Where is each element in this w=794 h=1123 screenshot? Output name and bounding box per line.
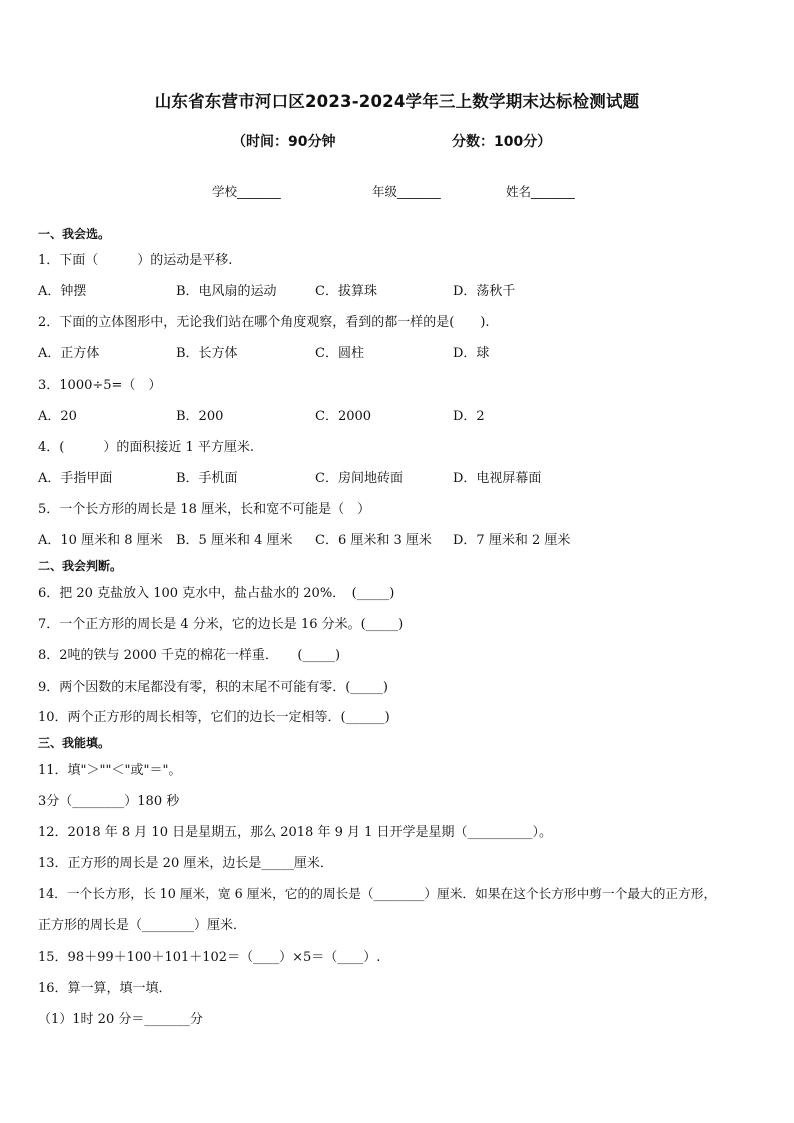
q4-option-d: D．电视屏幕面: [453, 471, 542, 486]
question-14-line2: 正方形的周长是（________）厘米．: [38, 918, 247, 933]
q1-option-a: A．钟摆: [38, 284, 87, 299]
q2-option-c: C．圆柱: [315, 346, 364, 361]
question-5: 5．一个长方形的周长是 18 厘米，长和宽不可能是（ ）: [38, 502, 371, 517]
question-2: 2．下面的立体图形中，无论我们站在哪个角度观察，看到的都一样的是( ).: [38, 315, 490, 330]
q5-option-c: C．6 厘米和 3 厘米: [315, 533, 432, 548]
question-14-line1: 14．一个长方形，长 10 厘米，宽 6 厘米，它的的周长是（________）厘米．如果在这个长方形中剪一个最大的正方形，: [38, 886, 717, 901]
q2-option-a: A．正方体: [38, 346, 100, 361]
q4-option-c: C．房间地砖面: [315, 471, 403, 486]
question-8: 8．2吨的铁与 2000 千克的棉花一样重． (_____): [38, 648, 341, 663]
section-heading-judge: 二、我会判断。: [38, 559, 123, 573]
school-field: 学校_______: [212, 184, 281, 199]
question-11: 11．填"＞""＜"或"＝"。: [38, 763, 182, 778]
question-16-item-1: （1）1时 20 分＝_______分: [38, 1012, 203, 1027]
q5-option-d: D．7 厘米和 2 厘米: [453, 533, 571, 548]
grade-field: 年级_______: [372, 184, 441, 199]
section-heading-fill: 三、我能填。: [38, 736, 111, 750]
question-12: 12．2018 年 8 月 10 日是星期五，那么 2018 年 9 月 1 日开学是星期（__________）。: [38, 825, 553, 840]
question-15: 15．98＋99＋100＋101＋102＝（____）×5＝（____）.: [38, 950, 381, 965]
question-7: 7．一个正方形的周长是 4 分米，它的边长是 16 分米。(_____): [38, 617, 404, 632]
question-1: 1．下面（ ）的运动是平移.: [38, 253, 233, 268]
q5-option-a: A．10 厘米和 8 厘米: [38, 533, 163, 548]
exam-time: （时间：90分钟: [232, 134, 336, 150]
question-6: 6．把 20 克盐放入 100 克水中，盐占盐水的 20%． (_____): [38, 586, 395, 601]
section-heading-choose: 一、我会选。: [38, 227, 111, 241]
q2-option-b: B．长方体: [176, 346, 238, 361]
q1-option-b: B．电风扇的运动: [176, 284, 277, 299]
question-16: 16．算一算，填一填．: [38, 981, 172, 996]
q3-option-c: C．2000: [315, 409, 372, 424]
q5-option-b: B．5 厘米和 4 厘米: [176, 533, 293, 548]
q1-option-c: C．拔算珠: [315, 284, 377, 299]
q2-option-d: D．球: [453, 346, 490, 361]
q4-option-a: A．手指甲面: [38, 471, 113, 486]
question-11-item: 3分（________）180 秒: [38, 794, 180, 809]
q3-option-d: D．2: [453, 409, 485, 424]
question-9: 9．两个因数的末尾都没有零，积的末尾不可能有零．(_____): [38, 680, 388, 695]
exam-score: 分数：100分）: [452, 134, 552, 150]
exam-title: 山东省东营市河口区2023-2024学年三上数学期末达标检测试题: [154, 92, 640, 111]
q3-option-a: A．20: [38, 409, 77, 424]
q1-option-d: D．荡秋千: [453, 284, 516, 299]
name-field: 姓名_______: [506, 184, 575, 199]
question-13: 13．正方形的周长是 20 厘米，边长是_____厘米．: [38, 856, 333, 871]
question-4: 4．( ）的面积接近 1 平方厘米.: [38, 440, 255, 455]
q4-option-b: B．手机面: [176, 471, 238, 486]
question-3: 3．1000÷5=（ ）: [38, 378, 162, 393]
q3-option-b: B．200: [176, 409, 224, 424]
question-10: 10．两个正方形的周长相等，它们的边长一定相等．(______): [38, 710, 390, 725]
